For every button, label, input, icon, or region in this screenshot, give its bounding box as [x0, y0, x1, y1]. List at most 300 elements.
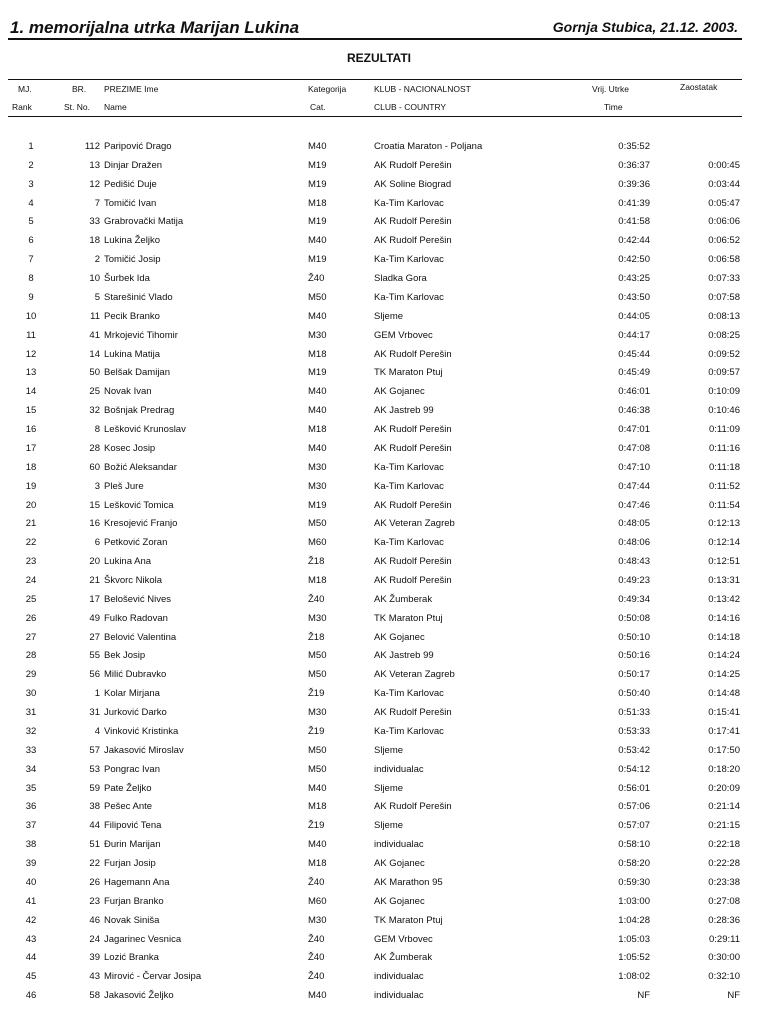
result-rank: 27 — [25, 631, 37, 643]
race-place-date: Gornja Stubica, 21.12. 2003. — [552, 19, 738, 35]
result-club: individualac — [374, 971, 424, 983]
result-row — [0, 516, 758, 535]
col-bib-en: St. No. — [64, 102, 90, 112]
result-time: 0:41:58 — [618, 216, 650, 228]
result-bib: 24 — [89, 933, 100, 945]
result-gap: 0:09:52 — [708, 348, 740, 360]
result-cat: M18 — [308, 424, 327, 436]
result-rank: 26 — [25, 612, 37, 624]
result-row — [0, 271, 758, 290]
result-bib: 8 — [94, 424, 100, 436]
result-bib: 39 — [89, 952, 100, 964]
result-club: Ka-Tim Karlovac — [374, 537, 444, 549]
result-cat: M50 — [308, 650, 327, 662]
result-rank: 4 — [28, 197, 34, 209]
result-club: AK Rudolf Perešin — [374, 556, 452, 568]
result-rank: 31 — [25, 707, 37, 719]
result-name: Dinjar Dražen — [104, 159, 163, 171]
result-bib: 4 — [94, 725, 100, 737]
result-name: Bošnjak Predrag — [104, 405, 175, 417]
result-rank: 3 — [28, 178, 34, 190]
result-gap: 0:06:52 — [708, 235, 740, 247]
result-cat: M40 — [308, 405, 327, 417]
result-club: AK Gojanec — [374, 895, 425, 907]
result-name: Jakasović Miroslav — [104, 744, 184, 756]
result-name: Kresojević Franjo — [104, 518, 178, 530]
result-name: Lukina Matija — [104, 348, 160, 360]
result-cat: M19 — [308, 499, 327, 511]
result-bib: 2 — [94, 254, 100, 266]
result-gap: 0:07:33 — [708, 273, 740, 285]
result-club: Ka-Tim Karlovac — [374, 291, 444, 303]
result-time: 0:36:37 — [618, 159, 650, 171]
result-rank: 21 — [25, 518, 37, 530]
result-bib: 27 — [89, 631, 100, 643]
result-cat: M18 — [308, 348, 327, 360]
result-row — [0, 403, 758, 422]
result-row — [0, 592, 758, 611]
result-gap: 0:32:10 — [708, 971, 740, 983]
result-name: Petković Zoran — [104, 537, 168, 549]
result-bib: 13 — [89, 159, 100, 171]
result-row — [0, 214, 758, 233]
result-time: 0:57:06 — [618, 801, 650, 813]
result-rank: 11 — [26, 329, 36, 341]
result-cat: Ž18 — [308, 556, 325, 568]
result-cat: M40 — [308, 442, 327, 454]
result-row — [0, 818, 758, 837]
col-time-en: Time — [604, 102, 623, 112]
result-rank: 14 — [25, 386, 37, 398]
result-cat: M50 — [308, 518, 327, 530]
result-name: Lukina Željko — [104, 235, 160, 247]
result-time: 0:50:16 — [618, 650, 650, 662]
result-row — [0, 290, 758, 309]
result-club: AK Rudolf Perešin — [374, 424, 452, 436]
result-club: AK Jastreb 99 — [374, 405, 434, 417]
result-time: 0:43:50 — [618, 291, 650, 303]
result-rank: 5 — [28, 216, 34, 228]
result-row — [0, 328, 758, 347]
result-cat: M40 — [308, 310, 327, 322]
result-cat: M19 — [308, 216, 327, 228]
result-rank: 41 — [25, 895, 37, 907]
col-rank-hr: MJ. — [18, 84, 32, 94]
result-rank: 24 — [25, 575, 37, 586]
result-row — [0, 196, 758, 215]
result-time: 0:58:10 — [618, 839, 650, 851]
result-rank: 28 — [25, 650, 37, 662]
result-time: 0:50:40 — [618, 688, 650, 700]
result-row — [0, 347, 758, 366]
result-club: Ka-Tim Karlovac — [374, 480, 444, 492]
result-club: AK Rudolf Perešin — [374, 575, 452, 586]
result-row — [0, 365, 758, 384]
result-rank: 46 — [25, 990, 37, 1002]
result-club: AK Soline Biograd — [374, 178, 452, 190]
result-row — [0, 441, 758, 460]
result-row — [0, 158, 758, 177]
result-rank: 10 — [25, 310, 37, 322]
result-name: Fulko Radovan — [104, 612, 168, 624]
result-gap: 0:14:48 — [708, 688, 740, 700]
result-name: Bek Josip — [104, 650, 146, 662]
result-name: Tomičić Josip — [104, 254, 161, 266]
result-rank: 33 — [25, 744, 37, 756]
result-name: Mirović - Červar Josipa — [104, 971, 202, 983]
result-row — [0, 705, 758, 724]
col-bib-hr: BR. — [72, 84, 87, 94]
result-bib: 41 — [89, 329, 100, 341]
result-bib: 33 — [89, 216, 100, 228]
result-name: Novak Siniša — [104, 914, 160, 926]
col-gap-hr: Zaostatak — [680, 82, 718, 92]
result-time: 0:59:30 — [618, 876, 650, 888]
result-rank: 39 — [25, 858, 37, 870]
result-club: AK Rudolf Perešin — [374, 216, 452, 228]
result-time: 0:48:05 — [618, 518, 650, 530]
results-heading: REZULTATI — [347, 51, 411, 65]
result-club: Sljeme — [374, 310, 404, 322]
result-cat: M30 — [308, 480, 327, 492]
result-cat: Ž40 — [308, 933, 325, 945]
result-bib: 53 — [89, 763, 100, 775]
result-cat: M18 — [308, 858, 327, 870]
result-time: 0:51:33 — [618, 707, 650, 719]
result-rank: 13 — [25, 367, 37, 379]
result-time: 0:43:25 — [618, 273, 650, 285]
result-gap: 0:27:08 — [708, 895, 740, 907]
result-name: Belšak Damijan — [104, 367, 170, 379]
result-name: Lozić Branka — [104, 952, 159, 964]
result-cat: Ž40 — [308, 876, 325, 888]
result-gap: 0:18:20 — [708, 763, 740, 775]
result-cat: M60 — [308, 895, 327, 907]
result-rank: 37 — [25, 820, 37, 832]
result-row — [0, 177, 758, 196]
result-rank: 36 — [25, 801, 37, 813]
result-club: Sladka Gora — [374, 273, 427, 285]
result-club: GEM Vrbovec — [374, 933, 433, 945]
result-row — [0, 554, 758, 573]
result-row — [0, 630, 758, 649]
result-bib: 18 — [89, 235, 100, 247]
result-time: 0:48:06 — [618, 537, 650, 549]
result-row — [0, 743, 758, 762]
result-name: Jurković Darko — [104, 707, 167, 719]
result-bib: 55 — [89, 650, 100, 662]
result-bib: 14 — [89, 348, 100, 360]
result-bib: 10 — [89, 273, 100, 285]
result-gap: 0:28:36 — [708, 914, 740, 926]
result-gap: NF — [727, 990, 740, 1002]
result-gap: 0:17:50 — [708, 744, 740, 756]
result-cat: M40 — [308, 839, 327, 851]
result-bib: 49 — [89, 612, 100, 624]
result-bib: 7 — [94, 197, 100, 209]
result-cat: M40 — [308, 386, 327, 398]
result-cat: M60 — [308, 537, 327, 549]
result-time: 1:05:52 — [618, 952, 650, 964]
result-time: 0:47:01 — [618, 424, 650, 436]
result-club: AK Rudolf Perešin — [374, 801, 452, 813]
result-time: 1:04:28 — [618, 914, 650, 926]
result-club: individualac — [374, 990, 424, 1002]
result-gap: 0:20:09 — [708, 782, 740, 794]
result-rank: 8 — [28, 273, 34, 285]
result-bib: 43 — [89, 971, 100, 983]
result-name: Đurin Marijan — [104, 839, 161, 851]
result-club: Ka-Tim Karlovac — [374, 461, 444, 473]
result-bib: 3 — [94, 480, 100, 492]
result-name: Paripović Drago — [104, 141, 172, 152]
result-name: Vinković Kristinka — [104, 725, 179, 737]
result-club: AK Žumberak — [374, 593, 433, 605]
result-club: AK Rudolf Perešin — [374, 442, 452, 454]
result-row — [0, 648, 758, 667]
result-cat: Ž40 — [308, 593, 325, 605]
result-row — [0, 913, 758, 932]
result-time: 0:50:17 — [618, 669, 650, 681]
result-gap: 0:05:47 — [708, 197, 740, 209]
result-time: 0:47:44 — [618, 480, 650, 492]
result-bib: 23 — [89, 895, 100, 907]
result-row — [0, 498, 758, 517]
result-club: individualac — [374, 763, 424, 775]
result-time: 1:08:02 — [618, 971, 650, 983]
result-gap: 0:11:52 — [709, 480, 740, 492]
result-rank: 19 — [25, 480, 37, 492]
result-cat: Ž19 — [308, 725, 325, 737]
result-name: Lukina Ana — [104, 556, 152, 568]
result-bib: 12 — [89, 178, 100, 190]
result-club: AK Rudolf Perešin — [374, 348, 452, 360]
result-rank: 20 — [25, 499, 37, 511]
result-club: AK Jastreb 99 — [374, 650, 434, 662]
result-time: 0:41:39 — [618, 197, 650, 209]
result-gap: 0:22:18 — [708, 839, 740, 851]
result-gap: 0:13:42 — [708, 593, 740, 605]
result-row — [0, 233, 758, 252]
result-club: TK Maraton Ptuj — [374, 367, 443, 379]
result-gap: 0:11:18 — [709, 461, 740, 473]
result-bib: 16 — [89, 518, 100, 530]
result-row — [0, 422, 758, 441]
result-time: 0:47:10 — [618, 461, 650, 473]
result-gap: 0:14:18 — [708, 631, 740, 643]
result-time: 0:48:43 — [618, 556, 650, 568]
result-bib: 1 — [94, 688, 100, 700]
result-rank: 25 — [25, 593, 37, 605]
result-row — [0, 573, 758, 592]
result-name: Starešinić Vlado — [104, 291, 173, 303]
result-time: 0:45:49 — [618, 367, 650, 379]
result-gap: 0:11:09 — [709, 424, 740, 436]
result-cat: M40 — [308, 990, 327, 1002]
col-rank-en: Rank — [12, 102, 32, 112]
result-row — [0, 611, 758, 630]
result-time: 0:42:44 — [618, 235, 650, 247]
result-name: Belošević Nives — [104, 593, 172, 605]
col-club-en: CLUB - COUNTRY — [374, 102, 447, 112]
result-gap: 0:10:46 — [708, 405, 740, 417]
result-bib: 31 — [89, 707, 100, 719]
result-name: Filipović Tena — [104, 820, 162, 832]
result-row — [0, 479, 758, 498]
result-name: Pecik Branko — [104, 310, 160, 322]
result-club: Croatia Maraton - Poljana — [374, 141, 483, 152]
result-gap: 0:08:13 — [708, 310, 740, 322]
result-rank: 45 — [25, 971, 37, 983]
result-time: 0:44:17 — [618, 329, 650, 341]
result-bib: 21 — [89, 575, 100, 586]
result-rank: 30 — [25, 688, 37, 700]
result-row — [0, 139, 758, 158]
result-name: Šurbek Ida — [104, 273, 150, 285]
result-bib: 6 — [94, 537, 100, 549]
result-time: 0:46:01 — [618, 386, 650, 398]
result-gap: 0:03:44 — [708, 178, 740, 190]
result-gap: 0:13:31 — [708, 575, 740, 586]
result-row — [0, 667, 758, 686]
result-name: Lešković Krunoslav — [104, 424, 186, 436]
result-rank: 1 — [28, 141, 34, 152]
result-time: 0:35:52 — [618, 141, 650, 152]
result-cat: M50 — [308, 763, 327, 775]
result-cat: Ž40 — [308, 952, 325, 964]
col-cat-en: Cat. — [310, 102, 326, 112]
result-rank: 40 — [25, 876, 37, 888]
result-row — [0, 460, 758, 479]
result-bib: 59 — [89, 782, 100, 794]
result-time: 0:42:50 — [618, 254, 650, 266]
result-gap: 0:14:25 — [708, 669, 740, 681]
result-row — [0, 309, 758, 328]
result-row — [0, 932, 758, 951]
result-bib: 26 — [89, 876, 100, 888]
result-gap: 0:14:16 — [708, 612, 740, 624]
result-cat: M30 — [308, 461, 327, 473]
result-bib: 50 — [89, 367, 100, 379]
result-row — [0, 781, 758, 800]
result-name: Pedišić Duje — [104, 178, 157, 190]
result-gap: 0:30:00 — [708, 952, 740, 964]
result-row — [0, 988, 758, 1007]
result-bib: 58 — [89, 990, 100, 1002]
result-name: Božić Aleksandar — [104, 461, 177, 473]
result-gap: 0:21:14 — [708, 801, 740, 813]
result-name: Belović Valentina — [104, 631, 177, 643]
result-rank: 15 — [25, 405, 37, 417]
result-club: Sljeme — [374, 782, 404, 794]
result-time: 0:50:08 — [618, 612, 650, 624]
result-name: Lešković Tomica — [104, 499, 174, 511]
result-name: Pate Željko — [104, 782, 152, 794]
result-cat: Ž19 — [308, 688, 325, 700]
result-club: AK Rudolf Perešin — [374, 235, 452, 247]
result-cat: M40 — [308, 235, 327, 247]
result-club: Ka-Tim Karlovac — [374, 688, 444, 700]
result-club: TK Maraton Ptuj — [374, 612, 443, 624]
result-cat: Ž40 — [308, 273, 325, 285]
result-name: Grabrovački Matija — [104, 216, 184, 228]
result-gap: 0:00:45 — [708, 159, 740, 171]
result-cat: M30 — [308, 612, 327, 624]
table-top-rule — [8, 79, 742, 80]
result-row — [0, 875, 758, 894]
result-bib: 44 — [89, 820, 100, 832]
result-row — [0, 950, 758, 969]
result-bib: 17 — [89, 593, 100, 605]
result-name: Škvorc Nikola — [104, 575, 163, 586]
result-row — [0, 686, 758, 705]
result-rank: 12 — [25, 348, 37, 360]
result-name: Hagemann Ana — [104, 876, 170, 888]
result-row — [0, 856, 758, 875]
result-name: Jakasović Željko — [104, 990, 174, 1002]
result-row — [0, 799, 758, 818]
result-gap: 0:15:41 — [708, 707, 740, 719]
result-cat: M50 — [308, 669, 327, 681]
result-gap: 0:11:54 — [709, 499, 740, 511]
result-rank: 29 — [25, 669, 37, 681]
race-title: 1. memorijalna utrka Marijan Lukina — [10, 18, 300, 37]
result-club: AK Marathon 95 — [374, 876, 443, 888]
result-bib: 28 — [89, 442, 100, 454]
result-club: AK Gojanec — [374, 858, 425, 870]
result-row — [0, 384, 758, 403]
result-bib: 57 — [89, 744, 100, 756]
result-bib: 5 — [94, 291, 100, 303]
result-name: Jagarinec Vesnica — [104, 933, 182, 945]
result-gap: 0:10:09 — [708, 386, 740, 398]
result-name: Novak Ivan — [104, 386, 152, 398]
result-row — [0, 535, 758, 554]
result-gap: 0:12:14 — [708, 537, 740, 549]
result-gap: 0:09:57 — [708, 367, 740, 379]
result-cat: M19 — [308, 367, 327, 379]
result-row — [0, 837, 758, 856]
col-name-hr: PREZIME Ime — [104, 84, 159, 94]
result-cat: M30 — [308, 914, 327, 926]
result-time: 0:56:01 — [618, 782, 650, 794]
result-gap: 0:06:06 — [708, 216, 740, 228]
result-rank: 6 — [28, 235, 34, 247]
result-gap: 0:06:58 — [708, 254, 740, 266]
col-name-en: Name — [104, 102, 127, 112]
result-club: AK Rudolf Perešin — [374, 707, 452, 719]
result-rank: 38 — [25, 839, 37, 851]
result-name: Furjan Josip — [104, 858, 156, 870]
result-name: Milić Dubravko — [104, 669, 167, 681]
result-time: 0:46:38 — [618, 405, 650, 417]
result-rank: 34 — [25, 763, 37, 775]
result-cat: Ž18 — [308, 631, 325, 643]
result-cat: M40 — [308, 782, 327, 794]
result-time: 0:53:42 — [618, 744, 650, 756]
result-gap: 0:08:25 — [708, 329, 740, 341]
result-bib: 25 — [89, 386, 100, 398]
result-cat: M18 — [308, 575, 327, 586]
result-cat: M40 — [308, 141, 327, 152]
result-gap: 0:21:15 — [708, 820, 740, 832]
result-time: 0:47:08 — [618, 442, 650, 454]
result-rank: 17 — [25, 442, 37, 454]
result-row — [0, 969, 758, 988]
result-club: Ka-Tim Karlovac — [374, 725, 444, 737]
result-cat: Ž40 — [308, 971, 325, 983]
result-bib: 38 — [89, 801, 100, 813]
